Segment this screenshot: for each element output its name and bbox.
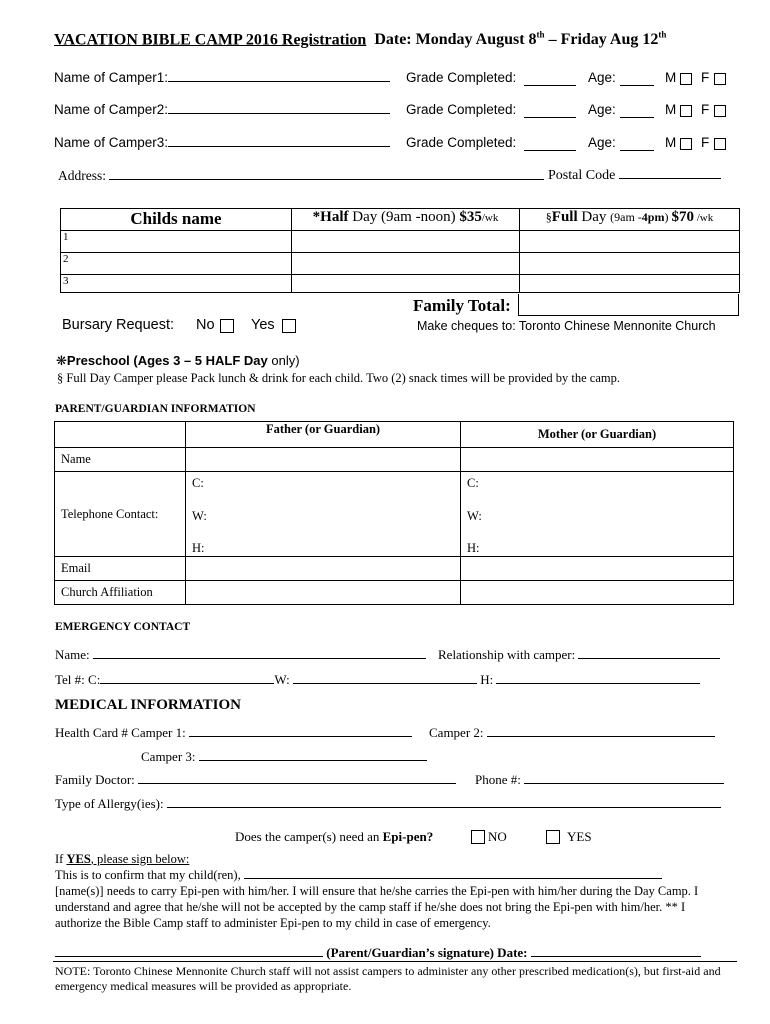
parent-table xyxy=(54,421,734,605)
camper2-health-row xyxy=(429,725,715,741)
mother-w-label: W: xyxy=(467,509,482,523)
consent-body: [name(s)] needs to carry Epi-pen with him/her. I will ensure that he/she carries the Epi-pen with him/her during the Day Camp. I understand and agree that he/she will not be accepted by the camp staff if he/she does not bring the Epi-pen with him/her. ** I authorize the Bible Camp staff to administer Epi-pen to my child in case of emergency. xyxy=(55,884,699,930)
postal-label: Postal Code xyxy=(548,168,616,183)
preschool-note: ❋Preschool (Ages 3 – 5 HALF Day only) xyxy=(56,353,300,368)
epipen-yes-label: YES xyxy=(567,829,592,844)
camper1-age-field[interactable] xyxy=(620,74,654,86)
epipen-row xyxy=(235,829,592,845)
asterisk-icon: ❋ xyxy=(56,353,67,368)
camper2-grade-label: Grade Completed: xyxy=(406,102,517,117)
camper1-label: Name of Camper1: xyxy=(54,70,169,85)
father-email-field[interactable] xyxy=(186,557,461,581)
allergy-row xyxy=(55,796,721,812)
emergency-w-label: W: xyxy=(274,672,290,687)
child-row-2[interactable]: 2 xyxy=(61,253,292,275)
relationship-label: Relationship with camper: xyxy=(438,647,576,662)
fee-table xyxy=(60,208,740,293)
father-phone-cell[interactable] xyxy=(186,472,461,557)
allergy-field[interactable] xyxy=(167,796,721,808)
child-row-1[interactable]: 1 xyxy=(61,231,292,253)
emergency-w-field[interactable] xyxy=(293,672,477,684)
camper3-grade-field[interactable] xyxy=(524,139,576,151)
epipen-question: Does the camper(s) need an xyxy=(235,829,380,844)
health-camper2-label: Camper 2: xyxy=(429,725,484,740)
camper3-f-label: F xyxy=(701,135,710,150)
signature-row xyxy=(55,945,701,961)
half-day-header: *Half Day (9am -noon) $35/wk xyxy=(292,209,520,231)
epipen-no-label: NO xyxy=(488,829,507,844)
camper2-m-label: M xyxy=(665,102,677,117)
health-card-camper2-field[interactable] xyxy=(487,725,715,737)
camper3-grade-label: Grade Completed: xyxy=(406,135,517,150)
camper3-age-label: Age: xyxy=(588,135,616,150)
mother-email-field[interactable] xyxy=(461,557,734,581)
emergency-tel-label: Tel #: C: xyxy=(55,672,101,687)
church-label: Church Affiliation xyxy=(55,581,186,605)
family-total-label: Family Total: xyxy=(413,296,511,315)
camper1-m-label: M xyxy=(665,70,677,85)
emergency-tel-row xyxy=(55,672,700,688)
half-day-cell-3[interactable] xyxy=(292,275,520,293)
emergency-name-label: Name: xyxy=(55,647,90,662)
emergency-h-field[interactable] xyxy=(496,672,700,684)
camper-row-2 xyxy=(54,102,710,117)
camper1-grade-label: Grade Completed: xyxy=(406,70,517,85)
emergency-h-label: H: xyxy=(480,672,494,687)
signature-date-field[interactable] xyxy=(531,945,701,957)
half-day-cell-1[interactable] xyxy=(292,231,520,253)
child-row-3[interactable]: 3 xyxy=(61,275,292,293)
father-name-field[interactable] xyxy=(186,448,461,472)
cheques-note: Make cheques to: Toronto Chinese Mennonite Church xyxy=(417,319,716,333)
family-total-field[interactable] xyxy=(518,294,739,316)
father-h-label: H: xyxy=(192,541,205,555)
doctor-phone-row xyxy=(475,772,724,788)
camper2-f-label: F xyxy=(701,102,710,117)
doctor-field[interactable] xyxy=(138,772,456,784)
emergency-name-row xyxy=(55,647,426,663)
camper-row-3 xyxy=(54,135,710,150)
postal-field[interactable] xyxy=(619,167,721,179)
full-day-cell-3[interactable] xyxy=(520,275,740,293)
note-divider xyxy=(53,961,737,962)
doctor-phone-label: Phone #: xyxy=(475,772,521,787)
bursary-yes-checkbox[interactable] xyxy=(282,319,296,333)
health-card-row xyxy=(55,725,412,741)
camper2-age-label: Age: xyxy=(588,102,616,117)
full-day-cell-2[interactable] xyxy=(520,253,740,275)
childs-name-header: Childs name xyxy=(61,209,292,231)
bursary-no-label: No xyxy=(196,317,215,333)
father-header: Father (or Guardian) xyxy=(186,422,461,448)
father-c-label: C: xyxy=(192,476,204,490)
bursary-yes-label: Yes xyxy=(251,317,275,333)
health-card-label: Health Card # Camper 1: xyxy=(55,725,186,740)
camper3-m-checkbox[interactable] xyxy=(680,138,692,150)
mother-h-label: H: xyxy=(467,541,480,555)
page-title xyxy=(54,30,666,49)
bursary-label: Bursary Request: xyxy=(62,317,175,333)
camper3-age-field[interactable] xyxy=(620,139,654,151)
mother-c-label: C: xyxy=(467,476,479,490)
confirm-text: This is to confirm that my child(ren), xyxy=(55,868,241,882)
camper2-age-field[interactable] xyxy=(620,106,654,118)
emergency-heading: EMERGENCY CONTACT xyxy=(55,621,191,633)
health-card-camper3-field[interactable] xyxy=(199,749,427,761)
confirm-line xyxy=(55,867,662,883)
emergency-c-field[interactable] xyxy=(100,672,274,684)
mother-phone-cell[interactable] xyxy=(461,472,734,557)
mother-church-field[interactable] xyxy=(461,581,734,605)
health-camper3-label: Camper 3: xyxy=(141,749,196,764)
medication-note: NOTE: Toronto Chinese Mennonite Church staff will not assist campers to administer any other prescribed medication(s), but first-aid and emergency medical measures will be provided as appropriate. xyxy=(55,964,721,993)
address-label: Address: xyxy=(58,168,106,183)
health-card-camper1-field[interactable] xyxy=(189,725,412,737)
camper1-m-checkbox[interactable] xyxy=(680,73,692,85)
bursary-row xyxy=(62,317,275,333)
doctor-phone-field[interactable] xyxy=(524,772,724,784)
address-row xyxy=(58,168,544,184)
camper-row-1 xyxy=(54,70,710,85)
doctor-label: Family Doctor: xyxy=(55,772,135,787)
emergency-name-field[interactable] xyxy=(93,647,426,659)
epipen-label: Epi-pen? xyxy=(382,829,434,844)
camper2-m-checkbox[interactable] xyxy=(680,105,692,117)
camper1-f-checkbox[interactable] xyxy=(714,73,726,85)
allergy-label: Type of Allergy(ies): xyxy=(55,796,164,811)
father-w-label: W: xyxy=(192,509,207,523)
mother-name-field[interactable] xyxy=(461,448,734,472)
bursary-no-checkbox[interactable] xyxy=(220,319,234,333)
signature-label: (Parent/Guardian’s signature) Date: xyxy=(326,945,528,960)
camper1-name-field[interactable] xyxy=(168,70,390,82)
half-day-cell-2[interactable] xyxy=(292,253,520,275)
postal-row xyxy=(548,167,721,184)
camper2-label: Name of Camper2: xyxy=(54,102,169,117)
camp-dates: Date: Monday August 8th – Friday Aug 12th xyxy=(374,30,667,49)
camper2-f-checkbox[interactable] xyxy=(714,105,726,117)
medical-heading: MEDICAL INFORMATION xyxy=(55,697,241,713)
camper2-name-field[interactable] xyxy=(168,102,390,114)
camper1-age-label: Age: xyxy=(588,70,616,85)
relationship-field[interactable] xyxy=(578,647,720,659)
parent-heading: PARENT/GUARDIAN INFORMATION xyxy=(55,403,256,415)
camper3-f-checkbox[interactable] xyxy=(714,138,726,150)
title-text: VACATION BIBLE CAMP 2016 Registration xyxy=(54,31,367,49)
email-label: Email xyxy=(55,557,186,581)
doctor-row xyxy=(55,772,456,788)
camper3-m-label: M xyxy=(665,135,677,150)
camper2-grade-field[interactable] xyxy=(524,106,576,118)
father-church-field[interactable] xyxy=(186,581,461,605)
camper1-grade-field[interactable] xyxy=(524,74,576,86)
camper3-label: Name of Camper3: xyxy=(54,135,169,150)
children-names-field[interactable] xyxy=(244,867,662,879)
emergency-relationship-row xyxy=(438,647,720,663)
full-day-cell-1[interactable] xyxy=(520,231,740,253)
epipen-yes-checkbox[interactable] xyxy=(546,830,560,844)
mother-header: Mother (or Guardian) xyxy=(461,422,734,448)
camper3-name-field[interactable] xyxy=(168,135,390,147)
signature-field[interactable] xyxy=(55,945,323,957)
if-yes-line: If YES, please sign below: xyxy=(55,852,190,866)
camper1-f-label: F xyxy=(701,70,710,85)
epipen-no-checkbox[interactable] xyxy=(471,830,485,844)
full-day-header: §Full Day (9am -4pm) $70 /wk xyxy=(520,209,740,231)
telephone-label: Telephone Contact: xyxy=(55,472,186,557)
address-field[interactable] xyxy=(109,168,544,180)
full-day-note: § Full Day Camper please Pack lunch & drink for each child. Two (2) snack times will be provided by the camp. xyxy=(57,371,620,385)
parent-corner-cell xyxy=(55,422,186,448)
camper3-health-row xyxy=(141,749,427,765)
name-label: Name xyxy=(55,448,186,472)
